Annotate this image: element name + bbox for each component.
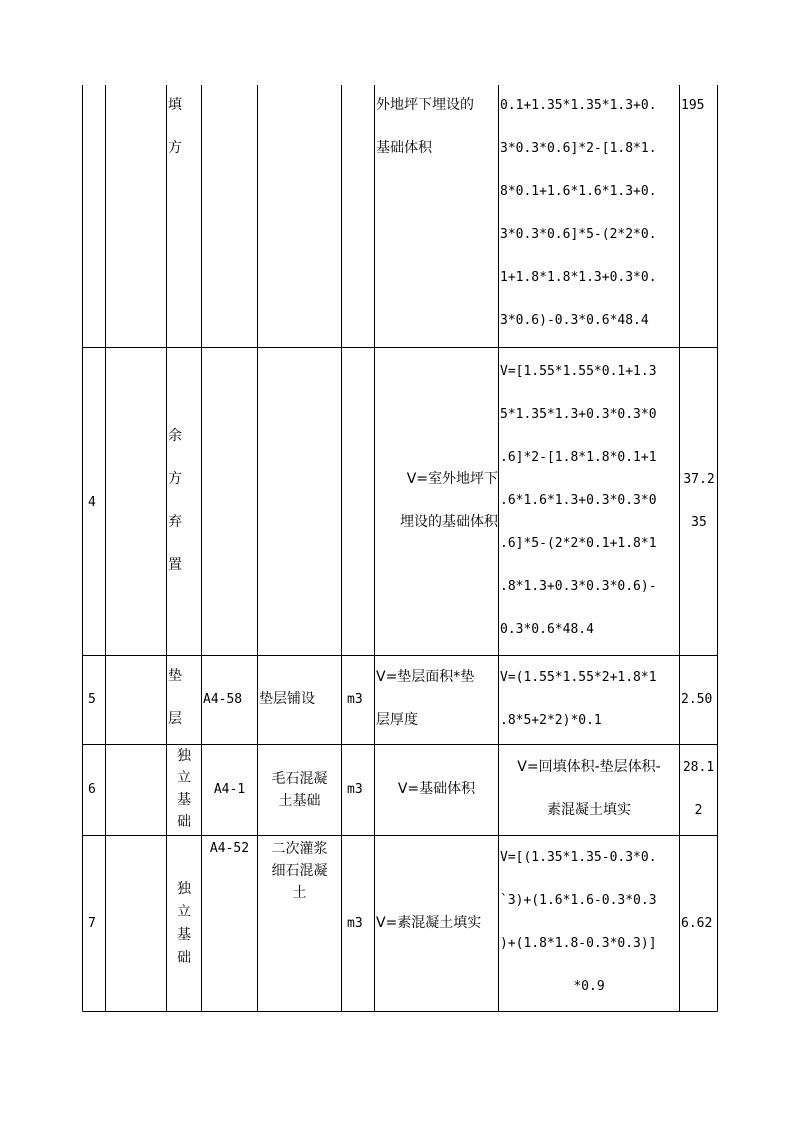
quantity-cell (681, 902, 717, 945)
name-char: 独 (177, 748, 191, 764)
quantity-line: 37.2 (683, 472, 715, 487)
formula-line: V=垫层面积*垫 (376, 669, 475, 685)
quantity-line: 2 (694, 803, 703, 818)
name-char: 余 (168, 428, 182, 444)
item-name-cell (168, 415, 200, 587)
calc-line: *0.9 (573, 979, 605, 994)
name-char: 基 (177, 792, 191, 808)
name-char: 方 (168, 471, 182, 487)
quantity-cell (681, 84, 717, 127)
calc-line: 8*0.1+1.6*1.6*1.3+0. (500, 184, 657, 199)
name-char: 填 (168, 97, 182, 113)
formula-cell (376, 902, 498, 945)
item-name-cell (167, 745, 201, 833)
calc-cell (500, 656, 678, 742)
row-number: 5 (88, 692, 96, 707)
calc-line: 0.3*0.6*48.4 (500, 622, 594, 637)
formula-cell (375, 768, 498, 811)
name-char: 置 (168, 557, 182, 573)
row-number: 4 (88, 495, 96, 510)
item-line: 毛石混凝 (271, 771, 328, 787)
code-cell: A4-58 (203, 692, 243, 707)
name-char: 础 (177, 814, 191, 830)
quantity-cell (680, 746, 717, 832)
calc-line: .6]*5-(2*2*0.1+1.8*1 (500, 536, 657, 551)
calc-line: `3)+(1.6*1.6-0.3*0.3 (500, 893, 657, 908)
item-name-cell (167, 878, 201, 970)
row-number: 6 (88, 782, 96, 797)
name-char: 弃 (168, 514, 182, 530)
name-char: 立 (177, 904, 191, 920)
calc-line: 素混凝土填实 (547, 802, 631, 818)
calc-cell (500, 836, 678, 1008)
calc-line: V=回填体积-垫层体积- (517, 759, 661, 775)
calc-line: )+(1.8*1.8-0.3*0.3)] (500, 936, 657, 951)
formula-line: 外地坪下埋设的 (376, 97, 474, 113)
formula-cell (376, 656, 498, 742)
item-name-cell (168, 655, 200, 741)
formula-line: V=素混凝土填实 (376, 915, 482, 931)
unit-cell: m3 (347, 782, 363, 797)
quantity-cell (681, 678, 717, 721)
formula-cell (376, 458, 498, 544)
name-char: 层 (168, 711, 182, 727)
calc-line: .8*1.3+0.3*0.3*0.6)- (500, 579, 657, 594)
formula-line: V=室外地坪下 (406, 471, 498, 487)
unit-cell: m3 (347, 916, 363, 931)
quantity-line: 6.62 (681, 916, 713, 931)
unit-cell: m3 (347, 692, 363, 707)
item-line: 细石混凝 (271, 863, 328, 879)
quantity-line: 28.1 (682, 760, 715, 775)
name-char: 立 (177, 770, 191, 786)
calc-line: 3*0.6)-0.3*0.6*48.4 (500, 313, 649, 328)
item-line: 垫层铺设 (259, 691, 315, 707)
item-line: 土基础 (278, 793, 321, 809)
formula-line: 层厚度 (376, 712, 418, 728)
item-line: 土 (292, 885, 307, 901)
item-name-cell (168, 84, 200, 170)
formula-line: V=基础体积 (397, 781, 476, 797)
calc-line: .8*5+2*2)*0.1 (500, 713, 602, 728)
calc-line: 3*0.3*0.6]*5-(2*2*0. (500, 227, 657, 242)
calc-cell (499, 746, 679, 832)
calc-line: V=[1.55*1.55*0.1+1.3 (500, 364, 657, 379)
quantity-line: 195 (681, 98, 705, 113)
name-char: 独 (177, 881, 191, 897)
calc-line: 3*0.3*0.6]*2-[1.8*1. (500, 141, 657, 156)
formula-line: 基础体积 (376, 140, 432, 156)
formula-cell (376, 84, 498, 170)
name-char: 基 (177, 927, 191, 943)
calc-line: V=[(1.35*1.35-0.3*0. (500, 850, 657, 865)
calc-line: .6*1.6*1.3+0.3*0.3*0 (500, 493, 657, 508)
name-char: 方 (168, 140, 182, 156)
item-cell (259, 678, 341, 721)
calc-cell (500, 350, 678, 651)
name-char: 础 (177, 950, 191, 966)
calc-line: .6]*2-[1.8*1.8*0.1+1 (500, 450, 657, 465)
calc-cell (500, 84, 678, 342)
calc-line: 0.1+1.35*1.35*1.3+0. (500, 98, 657, 113)
code-cell: A4-1 (213, 782, 246, 797)
formula-line: 埋设的基础体积 (400, 514, 498, 530)
item-cell (258, 838, 341, 904)
calc-line: 1+1.8*1.8*1.3+0.3*0. (500, 270, 657, 285)
item-cell (258, 768, 341, 812)
code-cell: A4-52 (209, 841, 250, 856)
quantity-cell (681, 458, 717, 544)
row-number: 7 (88, 916, 96, 931)
quantity-line: 35 (691, 515, 707, 530)
calc-line: V=(1.55*1.55*2+1.8*1 (500, 670, 657, 685)
name-char: 垫 (168, 668, 182, 684)
item-line: 二次灌浆 (271, 841, 328, 857)
calc-line: 5*1.35*1.3+0.3*0.3*0 (500, 407, 657, 422)
quantity-line: 2.50 (681, 692, 713, 707)
